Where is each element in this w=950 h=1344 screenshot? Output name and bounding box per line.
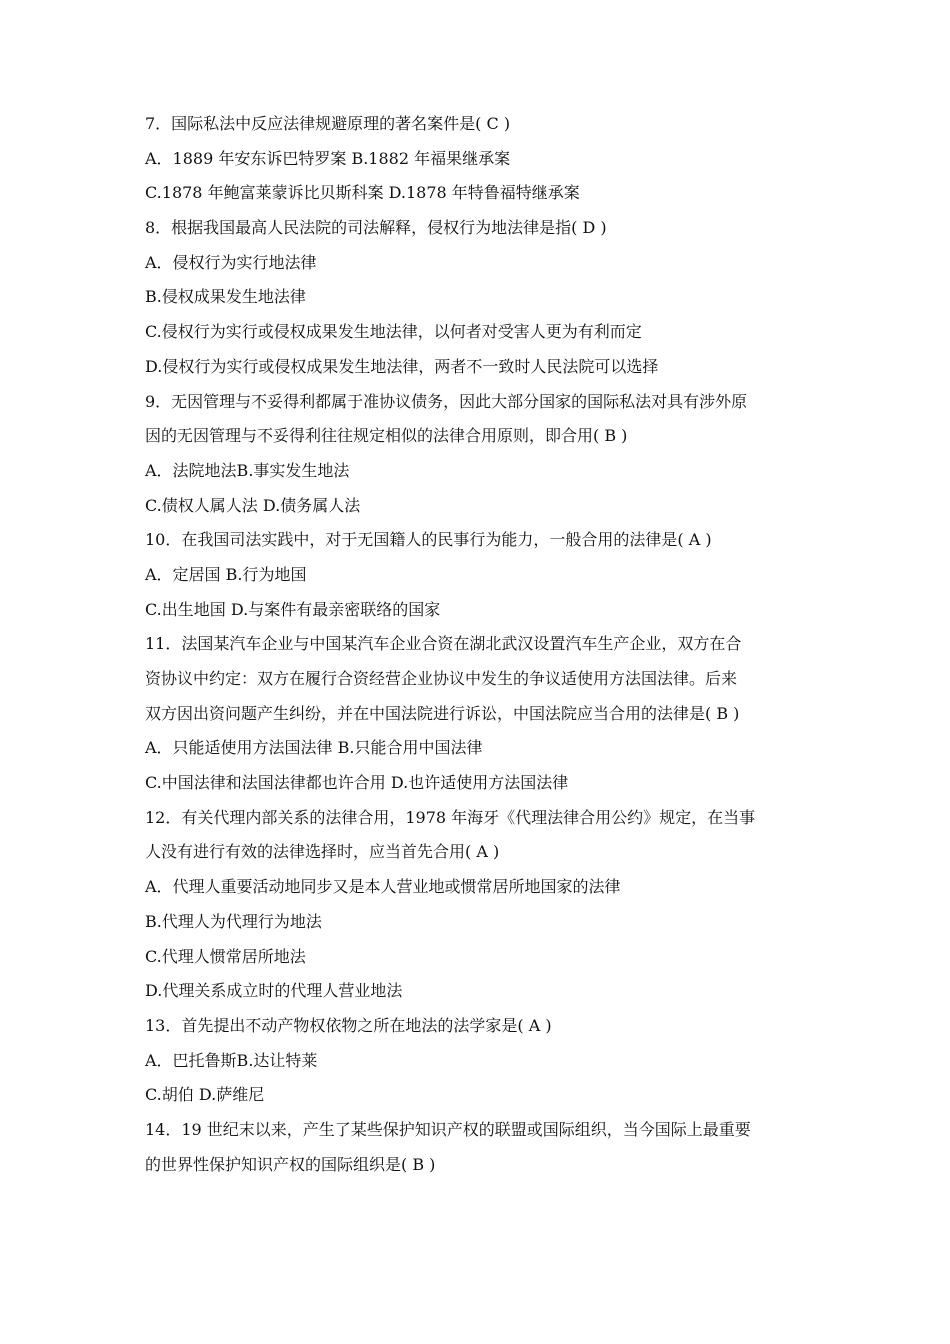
question-8-option-d: D.侵权行为实行或侵权成果发生地法律，两者不一致时人民法院可以选择 — [145, 356, 659, 376]
question-13-options-ab: A．巴托鲁斯B.达让特莱 — [145, 1050, 318, 1070]
question-12-option-d: D.代理关系成立时的代理人营业地法 — [145, 981, 403, 1001]
question-12-option-c: C.代理人惯常居所地法 — [145, 946, 306, 966]
question-13-stem: 13．首先提出不动产物权依物之所在地法的法学家是( A ) — [145, 1015, 552, 1035]
question-7-options-cd: C.1878 年鲍富莱蒙诉比贝斯科案 D.1878 年特鲁福特继承案 — [145, 183, 580, 203]
question-14-stem-line-2: 的世界性保护知识产权的国际组织是( B ) — [145, 1154, 436, 1174]
question-11-stem-line-1: 11．法国某汽车企业与中国某汽车企业合资在湖北武汉设置汽车生产企业，双方在合 — [145, 634, 742, 654]
question-10-stem: 10．在我国司法实践中，对于无国籍人的民事行为能力，一般合用的法律是( A ) — [145, 530, 712, 550]
document-page — [145, 107, 815, 1182]
question-10-options-ab: A．定居国 B.行为地国 — [145, 564, 307, 584]
question-11-stem-line-3: 双方因出资问题产生纠纷，并在中国法院进行诉讼，中国法院应当合用的法律是( B ) — [145, 703, 740, 723]
question-10-options-cd: C.出生地国 D.与案件有最亲密联络的国家 — [145, 599, 441, 619]
question-9-options-ab: A．法院地法B.事实发生地法 — [145, 460, 350, 480]
question-8-option-c: C.侵权行为实行或侵权成果发生地法律，以何者对受害人更为有利而定 — [145, 322, 642, 342]
question-12-option-a: A．代理人重要活动地同步又是本人营业地或惯常居所地国家的法律 — [145, 877, 621, 897]
question-9-stem-line-1: 9．无因管理与不妥得利都属于准协议债务，因此大部分国家的国际私法对具有涉外原 — [145, 391, 748, 411]
question-8-option-a: A．侵权行为实行地法律 — [145, 252, 317, 272]
question-13-options-cd: C.胡伯 D.萨维尼 — [145, 1085, 265, 1105]
question-8-stem: 8．根据我国最高人民法院的司法解释，侵权行为地法律是指( D ) — [145, 218, 607, 238]
question-12-stem-line-1: 12．有关代理内部关系的法律合用，1978 年海牙《代理法律合用公约》规定，在当事 — [145, 807, 756, 827]
question-14-stem-line-1: 14．19 世纪末以来，产生了某些保护知识产权的联盟或国际组织，当今国际上最重要 — [145, 1119, 751, 1139]
question-8-option-b: B.侵权成果发生地法律 — [145, 287, 306, 307]
question-7-options-ab: A．1889 年安东诉巴特罗案 B.1882 年福果继承案 — [145, 148, 511, 168]
question-7-stem: 7．国际私法中反应法律规避原理的著名案件是( C ) — [145, 114, 511, 133]
question-12-stem-line-2: 人没有进行有效的法律选择时，应当首先合用( A ) — [145, 842, 500, 862]
question-11-options-ab: A．只能适使用方法国法律 B.只能合用中国法律 — [145, 738, 483, 758]
question-11-stem-line-2: 资协议中约定：双方在履行合资经营企业协议中发生的争议适使用方法国法律。后来 — [145, 669, 738, 688]
question-9-stem-line-2: 因的无因管理与不妥得利往往规定相似的法律合用原则，即合用( B ) — [145, 426, 628, 446]
question-9-options-cd: C.债权人属人法 D.债务属人法 — [145, 495, 361, 515]
question-11-options-cd: C.中国法律和法国法律都也许合用 D.也许适使用方法国法律 — [145, 773, 569, 793]
question-12-option-b: B.代理人为代理行为地法 — [145, 911, 322, 931]
